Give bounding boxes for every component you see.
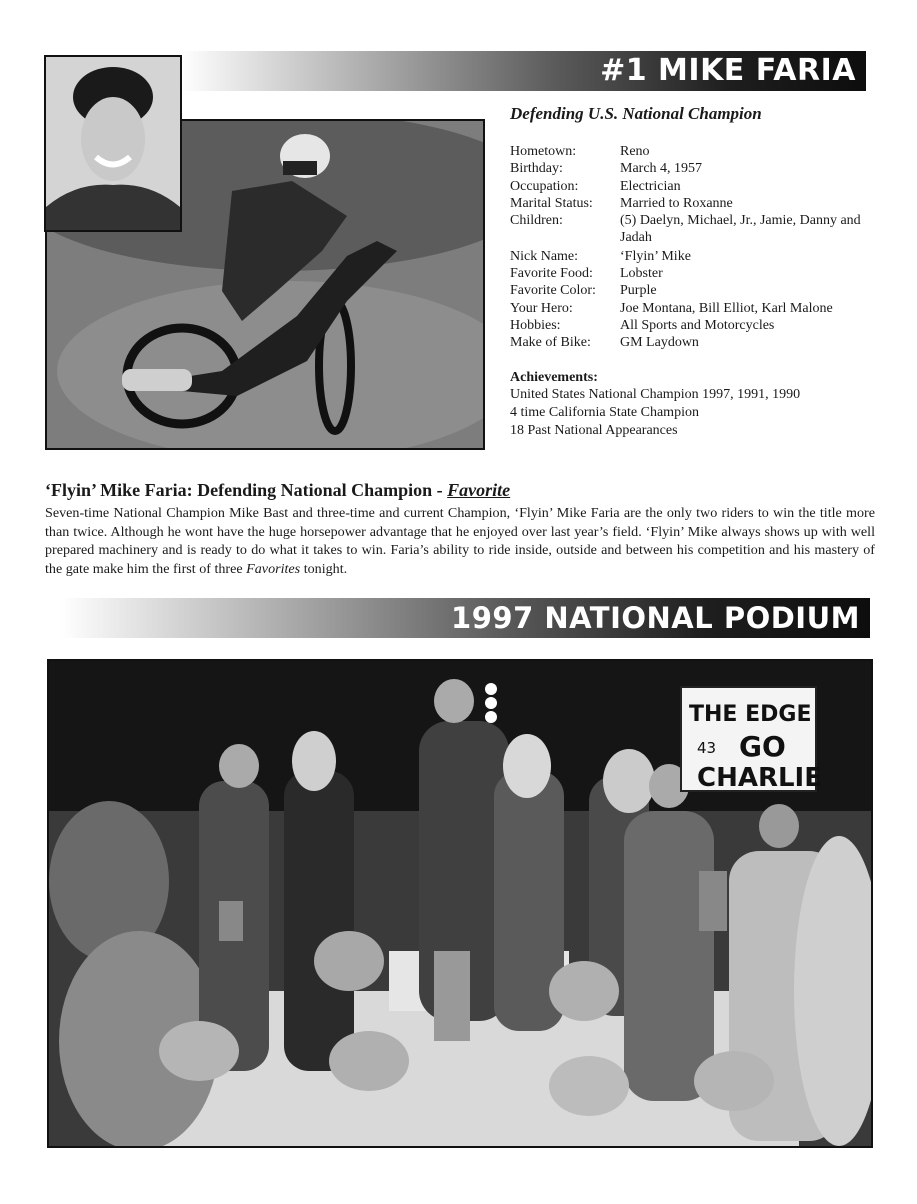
- stat-row: [510, 178, 865, 195]
- article-body-emphasis: Favorites: [246, 560, 301, 577]
- stat-row: [510, 195, 865, 212]
- article-body-end: tonight.: [300, 560, 348, 577]
- sign-line1: THE EDGE: [689, 702, 812, 727]
- stat-label: Birthday:: [510, 161, 563, 177]
- stat-row: [510, 143, 865, 160]
- profile-stats: [510, 143, 865, 352]
- podium-banner: [60, 598, 870, 638]
- stat-row: [510, 317, 865, 334]
- podium-photo: [47, 659, 873, 1148]
- stat-value: GM Laydown: [620, 335, 699, 351]
- stat-row: [510, 334, 865, 351]
- article-body: [45, 504, 875, 578]
- sign-number: 43: [697, 739, 717, 757]
- stat-value: Reno: [620, 144, 650, 159]
- stat-value: Purple: [620, 283, 657, 299]
- page-title: #1 MIKE FARIA: [600, 53, 856, 88]
- stat-value: March 4, 1957: [620, 161, 703, 177]
- stat-label: Hobbies:: [510, 317, 561, 333]
- stat-label: Favorite Color:: [510, 283, 596, 299]
- achievement-item: 18 Past National Appearances: [510, 423, 678, 438]
- stat-label: Marital Status:: [510, 195, 593, 211]
- achievements-title: Achievements:: [510, 370, 598, 385]
- stat-value: All Sports and Motorcycles: [620, 317, 775, 333]
- stat-label: Nick Name:: [510, 248, 579, 264]
- stat-label: Make of Bike:: [510, 335, 591, 351]
- rider-portrait-image: [46, 57, 180, 230]
- stat-value: Electrician: [620, 178, 681, 194]
- stat-value: Married to Roxanne: [620, 195, 733, 211]
- achievement-item: 4 time California State Champion: [510, 405, 699, 420]
- article-body-text: Seven-time National Champion Mike Bast and three-time and current Champion, ‘Flyin’ Mike Faria are the only two riders to win the title more than twice. Although he wont have the huge horsepower advantage that he enjoyed over last year’s field. ‘Flyin’ Mike always shows up with well prepared machinery and is ready to do what it takes to win. Faria’s ability to ride inside, outside and between his competition and his mastery of the gate make him the first of three: [45, 505, 875, 577]
- stat-value: ‘Flyin’ Mike: [620, 248, 691, 264]
- stat-label: Favorite Food:: [510, 266, 593, 282]
- podium-celebration-image: [49, 661, 871, 1146]
- stat-row: [510, 265, 865, 282]
- stat-row: [510, 282, 865, 299]
- stat-row: [510, 212, 865, 247]
- article-heading-tag: Favorite: [447, 480, 511, 500]
- stat-value: Joe Montana, Bill Elliot, Karl Malone: [620, 300, 833, 316]
- header-banner: [180, 51, 866, 91]
- stat-value: Lobster: [620, 266, 663, 282]
- stat-row: [510, 160, 865, 177]
- stat-row: [510, 248, 865, 265]
- stat-row: [510, 300, 865, 317]
- article-heading: [45, 480, 510, 501]
- stat-label: Hometown:: [510, 144, 577, 159]
- achievement-item: United States National Champion 1997, 1991, 1990: [510, 387, 801, 402]
- stat-label: Children:: [510, 213, 563, 229]
- stat-label: Occupation:: [510, 178, 579, 194]
- achievements-list: [510, 386, 800, 440]
- article-heading-text: ‘Flyin’ Mike Faria: Defending National Champion -: [45, 480, 448, 500]
- stat-value: (5) Daelyn, Michael, Jr., Jamie, Danny and Jadah: [620, 213, 861, 246]
- sign-line3: CHARLIE: [697, 763, 822, 793]
- podium-title: 1997 NATIONAL PODIUM: [451, 601, 860, 635]
- profile-subtitle: Defending U.S. National Champion: [510, 104, 762, 123]
- sign-line2: GO: [739, 730, 786, 763]
- portrait-photo: [44, 55, 182, 232]
- stat-label: Your Hero:: [510, 300, 573, 316]
